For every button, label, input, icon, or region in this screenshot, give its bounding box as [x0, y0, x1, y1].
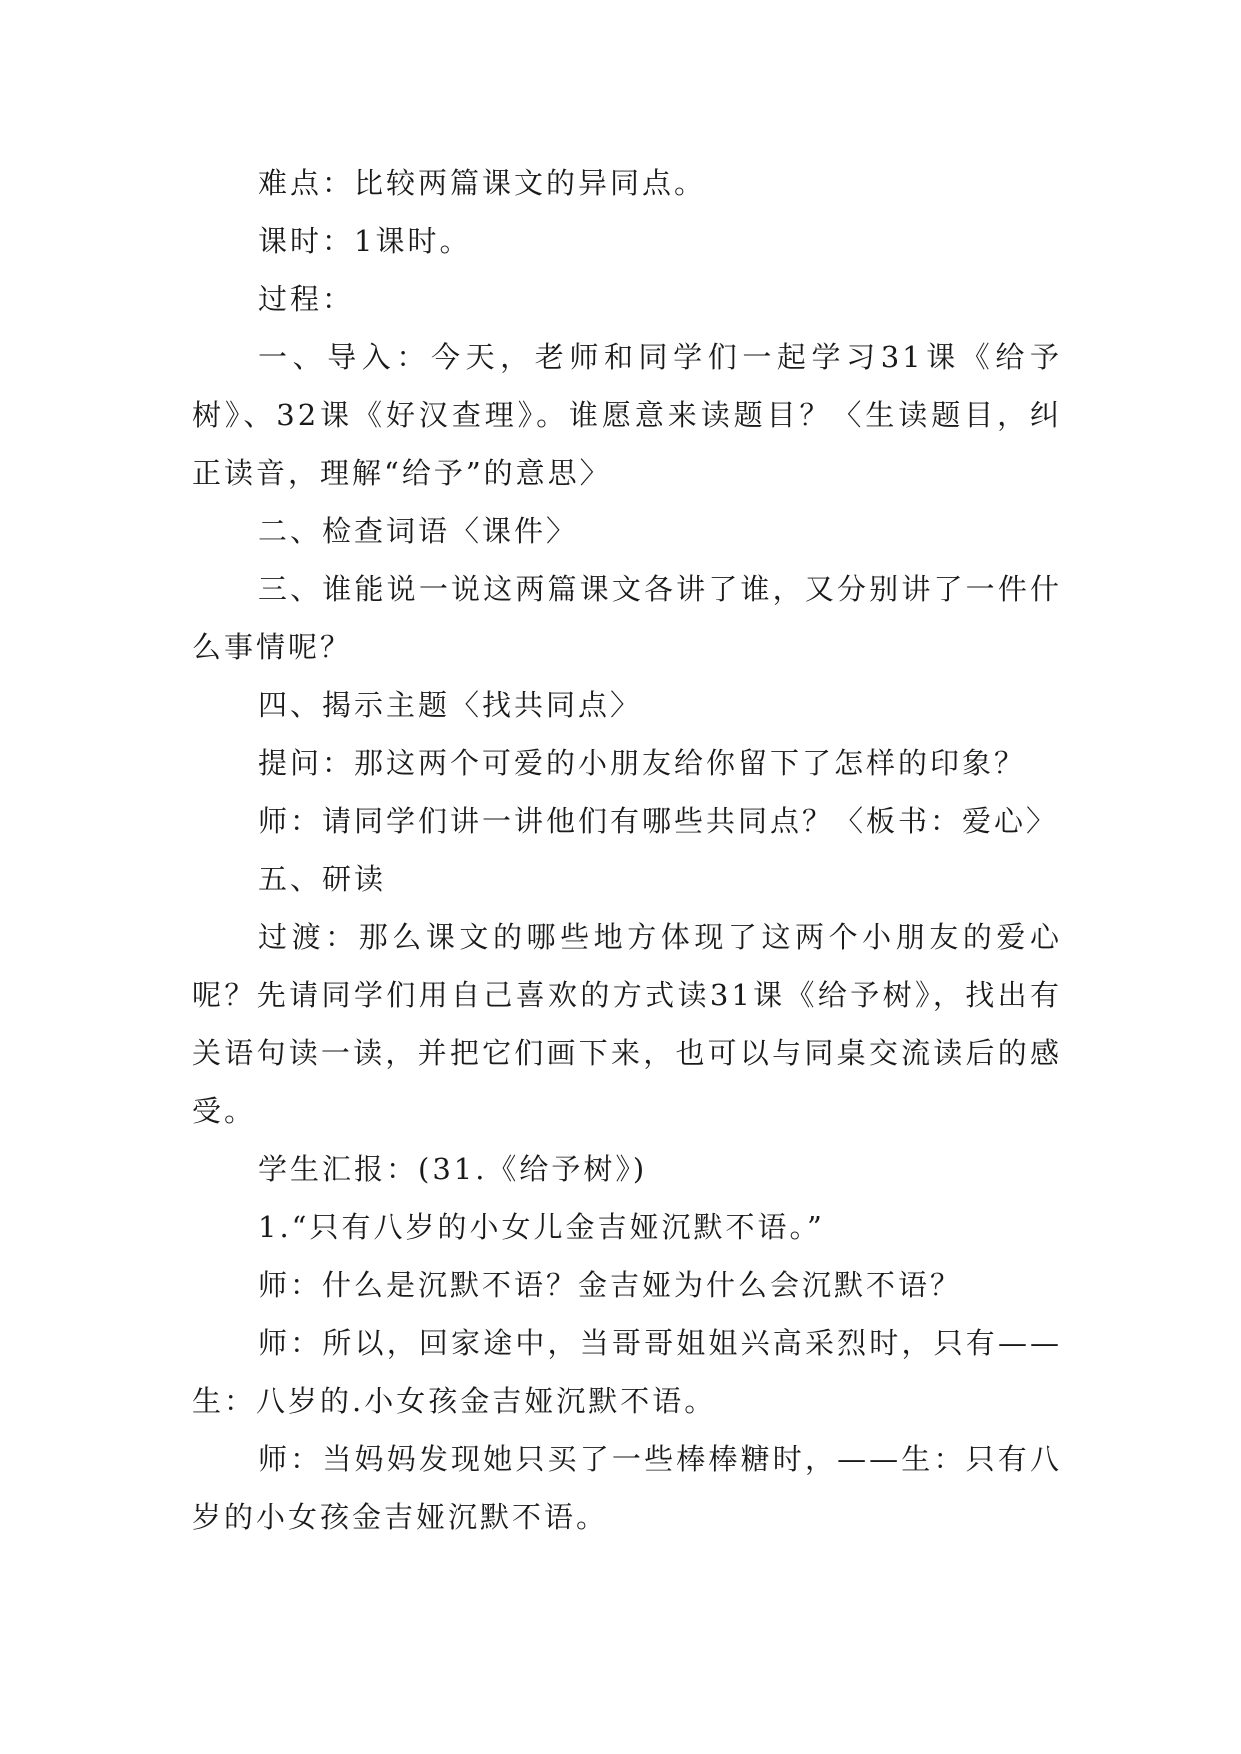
- paragraph-theme: 四、揭示主题〈找共同点〉: [258, 688, 643, 722]
- paragraph-study: 五、研读: [258, 862, 387, 896]
- paragraph-teacher-silence: 师：什么是沉默不语？金吉娅为什么会沉默不语？: [258, 1268, 963, 1302]
- paragraph-student-report: 学生汇报：(31.《给予树》): [258, 1152, 648, 1186]
- paragraph-teacher-way-home: 师：所以，回家途中，当哥哥姐姐兴高采烈时，只有——生：八岁的.小女孩金吉娅沉默不语。: [192, 1326, 1062, 1418]
- paragraph-teacher-lollipops: 师：当妈妈发现她只买了一些棒棒糖时，——生：只有八岁的小女孩金吉娅沉默不语。: [192, 1442, 1062, 1534]
- paragraph-process: 过程：: [258, 282, 355, 316]
- paragraph-question: 提问：那这两个可爱的小朋友给你留下了怎样的印象？: [258, 746, 1027, 780]
- paragraph-check-words: 二、检查词语〈课件〉: [258, 514, 579, 548]
- paragraph-quote-1: 1.“只有八岁的小女儿金吉娅沉默不语。”: [258, 1210, 825, 1244]
- document-body: [192, 154, 1062, 1546]
- paragraph-introduction: 一、导入：今天，老师和同学们一起学习31课《给予树》、32课《好汉查理》。谁愿意来读题目？〈生读题目，纠正读音，理解“给予”的意思〉: [192, 340, 1062, 490]
- paragraph-transition: 过渡：那么课文的哪些地方体现了这两个小朋友的爱心呢？先请同学们用自己喜欢的方式读31课《给予树》，找出有关语句读一读，并把它们画下来，也可以与同桌交流读后的感受。: [192, 920, 1062, 1128]
- paragraph-class-hours: 课时：1课时。: [258, 224, 472, 258]
- paragraph-teacher-common-points: 师：请同学们讲一讲他们有哪些共同点？〈板书：爱心〉: [258, 804, 1059, 838]
- paragraph-who-and-what: 三、谁能说一说这两篇课文各讲了谁，又分别讲了一件什么事情呢？: [192, 572, 1062, 664]
- paragraph-difficulty: 难点：比较两篇课文的异同点。: [258, 166, 707, 200]
